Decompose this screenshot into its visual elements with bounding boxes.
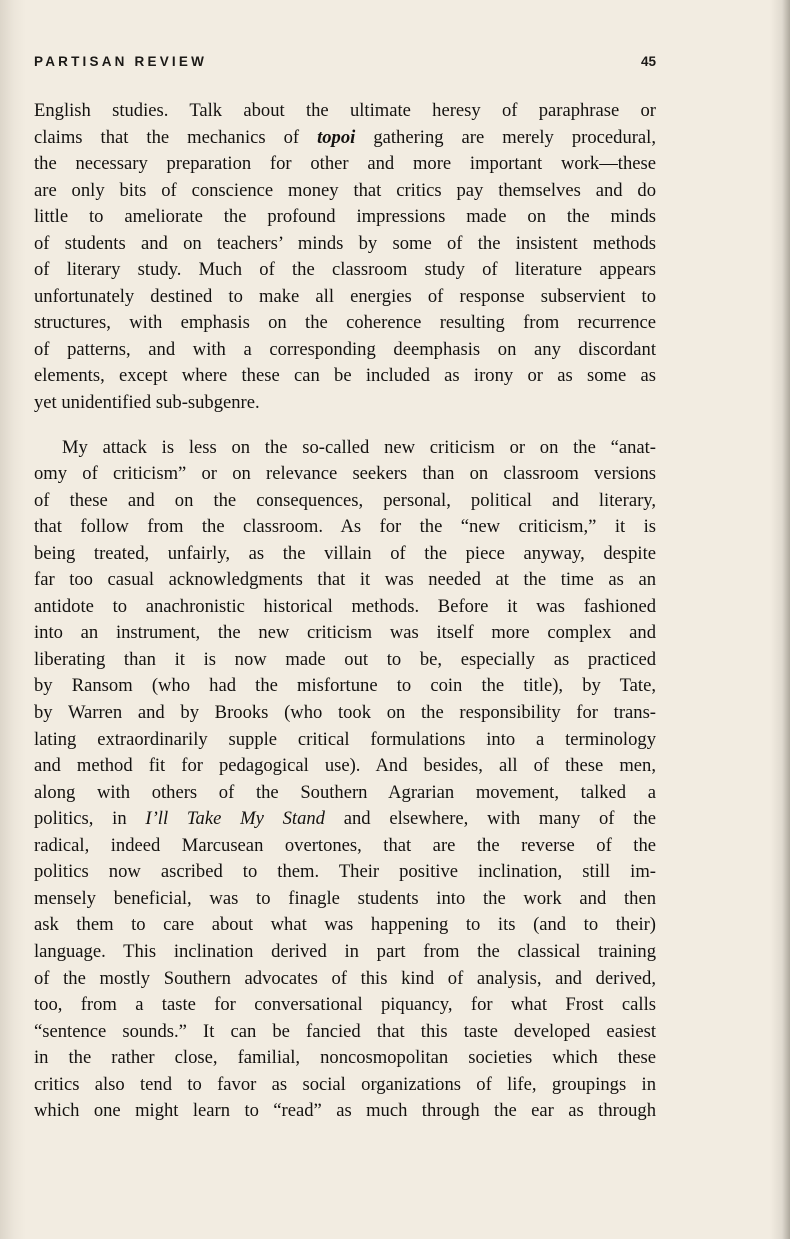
- italic-phrase: I’ll Take My Stand: [145, 808, 325, 830]
- text-line: being treated, unfairly, as the villain of the piece anyway, despite: [34, 542, 656, 564]
- text-line: politics now ascribed to them. Their positive inclination, still im-: [34, 861, 656, 883]
- text-line: liberating than it is now made out to be, especially as practiced: [34, 648, 656, 670]
- text-line: omy of criticism” or on relevance seekers than on classroom versions: [34, 463, 656, 485]
- paragraph: [34, 98, 656, 417]
- text-line: politics, in I’ll Take My Stand and elsewhere, with many of the: [34, 808, 656, 830]
- text-line: lating extraordinarily supple critical formulations into a terminology: [34, 728, 656, 750]
- text-line: far too casual acknowledgments that it was needed at the time as an: [34, 569, 656, 591]
- text-line: language. This inclination derived in part from the classical training: [34, 940, 656, 962]
- text-line: structures, with emphasis on the coherence resulting from recurrence: [34, 312, 656, 334]
- text-line: elements, except where these can be included as irony or as some as: [34, 365, 656, 387]
- text-line: by Warren and by Brooks (who took on the responsibility for trans-: [34, 702, 656, 724]
- text-line: claims that the mechanics of topoi gathering are merely procedural,: [34, 126, 656, 148]
- text-line: “sentence sounds.” It can be fancied that this taste developed easiest: [34, 1020, 656, 1042]
- text-line: the necessary preparation for other and more important work—these: [34, 153, 656, 175]
- page-number: 45: [640, 54, 656, 69]
- text-line: into an instrument, the new criticism was itself more complex and: [34, 622, 656, 644]
- paragraph: [34, 435, 656, 1125]
- text-line: of these and on the consequences, personal, political and literary,: [34, 489, 656, 511]
- text-line: antidote to anachronistic historical methods. Before it was fashioned: [34, 595, 656, 617]
- text-line: unfortunately destined to make all energies of response subservient to: [34, 285, 656, 307]
- italic-phrase: topoi: [317, 126, 356, 148]
- text-line: critics also tend to favor as social organizations of life, groupings in: [34, 1073, 656, 1095]
- text-line: little to ameliorate the profound impressions made on the minds: [34, 206, 656, 228]
- text-line: mensely beneficial, was to finagle students into the work and then: [34, 887, 656, 909]
- text-line: ask them to care about what was happening to its (and to their): [34, 914, 656, 936]
- text-line: of literary study. Much of the classroom study of literature appears: [34, 259, 656, 281]
- page-header: [34, 54, 656, 74]
- text-line: which one might learn to “read” as much through the ear as through: [34, 1100, 656, 1122]
- text-line: radical, indeed Marcusean overtones, that are the reverse of the: [34, 834, 656, 856]
- paragraph-spacer: [34, 417, 656, 435]
- text-line: My attack is less on the so-called new criticism or on the “anat-: [62, 436, 656, 458]
- body-text: [34, 98, 656, 1125]
- text-line: are only bits of conscience money that critics pay themselves and do: [34, 179, 656, 201]
- text-line: along with others of the Southern Agrarian movement, talked a: [34, 781, 656, 803]
- text-line: in the rather close, familial, noncosmopolitan societies which these: [34, 1047, 656, 1069]
- text-line: by Ransom (who had the misfortune to coin the title), by Tate,: [34, 675, 656, 697]
- text-line: and method fit for pedagogical use). And besides, all of these men,: [34, 755, 656, 777]
- text-line: of the mostly Southern advocates of this kind of analysis, and derived,: [34, 967, 656, 989]
- running-head: PARTISAN REVIEW: [34, 54, 208, 69]
- text-line: yet unidentified sub-subgenre.: [34, 392, 260, 414]
- text-line: English studies. Talk about the ultimate heresy of paraphrase or: [34, 100, 656, 121]
- text-line: that follow from the classroom. As for the “new criticism,” it is: [34, 516, 656, 538]
- text-line: too, from a taste for conversational piquancy, for what Frost calls: [34, 994, 656, 1016]
- text-line: of students and on teachers’ minds by some of the insistent methods: [34, 232, 656, 254]
- text-line: of patterns, and with a corresponding deemphasis on any discordant: [34, 338, 656, 360]
